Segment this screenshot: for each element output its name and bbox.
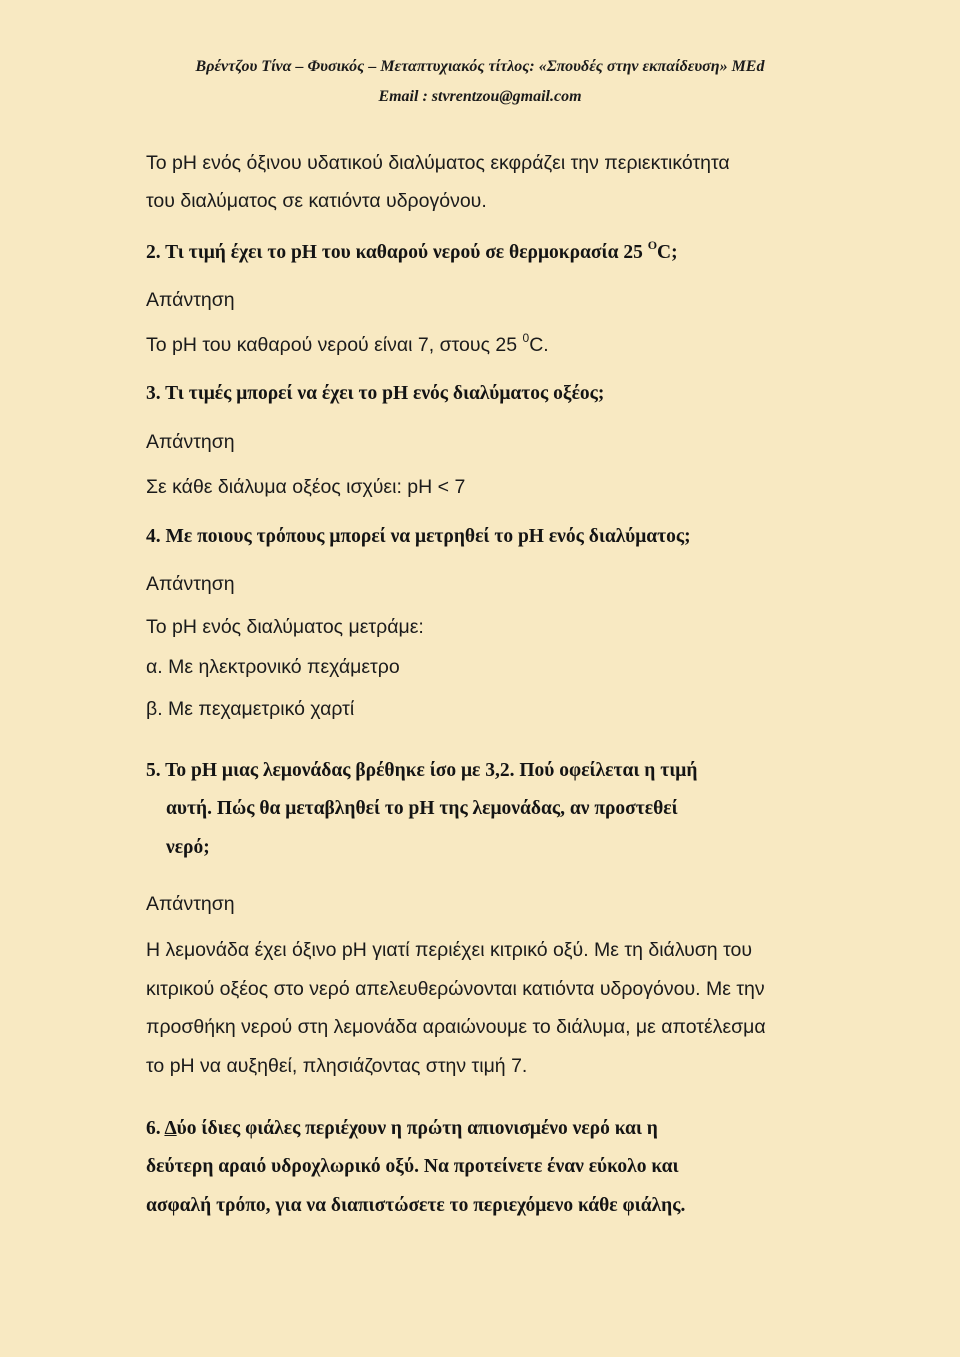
- question-6-line-1-text: ύο ίδιες φιάλες περιέχουν η πρώτη απιονισμένο νερό και η: [176, 1118, 658, 1139]
- question-2: [146, 238, 678, 264]
- header-author-line: Βρέντζου Τίνα – Φυσικός – Μεταπτυχιακός τίτλος: «Σπουδές στην εκπαίδευση» MEd: [195, 58, 765, 75]
- question-6-number: 6.: [146, 1118, 165, 1139]
- question-6-line-1: [146, 1118, 658, 1140]
- answer-3: Σε κάθε διάλυμα οξέος ισχύει: pH < 7: [146, 476, 466, 498]
- intro-text-line-2: του διαλύματος σε κατιόντα υδρογόνου.: [146, 190, 487, 212]
- answer-2-suffix: C.: [529, 334, 549, 356]
- answer-2-text: Το pH του καθαρού νερού είναι 7, στους 25: [146, 334, 523, 356]
- intro-text-line-1: Το pH ενός όξινου υδατικού διαλύματος εκφράζει την περιεκτικότητα: [146, 152, 730, 174]
- answer-5-line-2: κιτρικού οξέος στο νερό απελευθερώνονται κατιόντα υδρογόνου. Με την: [146, 978, 765, 1000]
- header-email-line: Email : stvrentzou@gmail.com: [378, 88, 582, 105]
- question-3: 3. Τι τιμές μπορεί να έχει το pH ενός διαλύματος οξέος;: [146, 383, 605, 404]
- answer-label-3: Απάντηση: [146, 431, 235, 453]
- answer-label-2: Απάντηση: [146, 289, 235, 311]
- question-6-line-3: ασφαλή τρόπο, για να διαπιστώσετε το περιεχόμενο κάθε φιάλης.: [146, 1195, 686, 1216]
- answer-label-5: Απάντηση: [146, 893, 235, 915]
- answer-2-superscript: 0: [522, 331, 530, 345]
- question-5-line-3: νερό;: [166, 837, 210, 858]
- question-2-text: 2. Τι τιμή έχει το pH του καθαρού νερού σε θερμοκρασία 25: [146, 242, 648, 263]
- answer-5-line-4: το pH να αυξηθεί, πλησιάζοντας στην τιμή 7.: [146, 1055, 528, 1077]
- answer-4-line-1: Το pH ενός διαλύματος μετράμε:: [146, 616, 424, 638]
- question-6-line-2: δεύτερη αραιό υδροχλωρικό οξύ. Να προτείνετε έναν εύκολο και: [146, 1156, 679, 1177]
- answer-4-line-3: β. Με πεχαμετρικό χαρτί: [146, 698, 355, 720]
- question-2-superscript: O: [647, 238, 658, 252]
- question-6-underlined-letter: Δ: [164, 1118, 177, 1139]
- question-5-line-2: αυτή. Πώς θα μεταβληθεί το pH της λεμονάδας, αν προστεθεί: [166, 798, 678, 819]
- answer-2: [146, 331, 549, 357]
- answer-5-line-1: Η λεμονάδα έχει όξινο pH γιατί περιέχει κιτρικό οξύ. Με τη διάλυση του: [146, 939, 753, 961]
- answer-4-line-2: α. Με ηλεκτρονικό πεχάμετρο: [146, 656, 400, 678]
- question-5-line-1: 5. Το pH μιας λεμονάδας βρέθηκε ίσο με 3,2. Πού οφείλεται η τιμή: [146, 760, 698, 781]
- answer-5-line-3: προσθήκη νερού στη λεμονάδα αραιώνουμε το διάλυμα, με αποτέλεσμα: [146, 1016, 766, 1038]
- question-4: 4. Με ποιους τρόπους μπορεί να μετρηθεί το pH ενός διαλύματος;: [146, 526, 691, 547]
- question-2-suffix: C;: [657, 242, 678, 263]
- answer-label-4: Απάντηση: [146, 573, 235, 595]
